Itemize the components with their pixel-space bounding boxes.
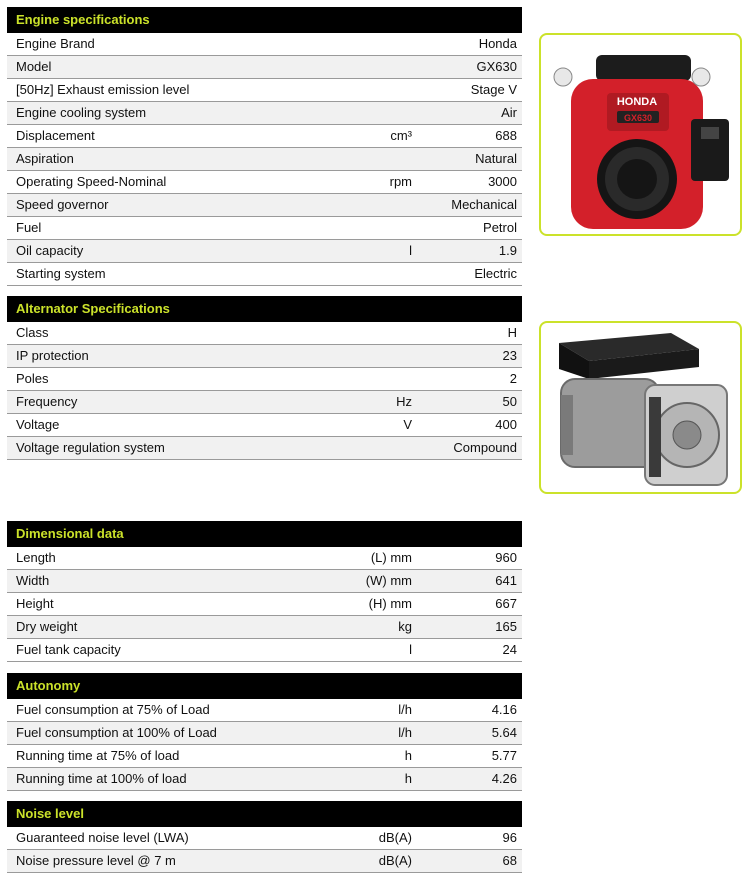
spec-unit: kg [398, 619, 412, 634]
spec-value: GX630 [476, 59, 517, 74]
spec-label: Running time at 75% of load [16, 748, 180, 763]
spec-unit: l [409, 642, 412, 657]
spec-label: Poles [16, 371, 49, 386]
spec-row [7, 414, 522, 437]
spec-unit: dB(A) [378, 853, 412, 868]
spec-unit: l/h [398, 702, 412, 717]
spec-row [7, 850, 522, 873]
spec-row [7, 639, 522, 662]
spec-unit: l [409, 243, 412, 258]
spec-label: Running time at 100% of load [16, 771, 187, 786]
spec-label: Fuel consumption at 75% of Load [16, 702, 210, 717]
spec-row [7, 240, 522, 263]
spec-label: Speed governor [16, 197, 109, 212]
spec-row [7, 570, 522, 593]
spec-unit: (W) mm [365, 573, 412, 588]
spec-value: 3000 [488, 174, 517, 189]
spec-row [7, 102, 522, 125]
spec-row [7, 322, 522, 345]
section-header-autonomy: Autonomy [7, 673, 522, 699]
spec-row [7, 699, 522, 722]
spec-value: 688 [495, 128, 517, 143]
spec-label: Height [16, 596, 54, 611]
spec-label: Engine cooling system [16, 105, 147, 120]
alternator-image-frame [539, 321, 742, 494]
dimensional-data-section [7, 521, 522, 662]
spec-value: 1.9 [498, 243, 517, 258]
section-header-engine: Engine specifications [7, 7, 522, 33]
spec-label: Aspiration [16, 151, 74, 166]
spec-row [7, 33, 522, 56]
engine-spec-section [7, 7, 522, 286]
spec-row [7, 79, 522, 102]
spec-label: Oil capacity [16, 243, 84, 258]
spec-label: Dry weight [16, 619, 78, 634]
spec-label: Width [16, 573, 50, 588]
spec-row [7, 616, 522, 639]
spec-row [7, 547, 522, 570]
section-header-dimensional: Dimensional data [7, 521, 522, 547]
spec-unit: rpm [389, 174, 412, 189]
spec-value: 96 [502, 830, 517, 845]
spec-row [7, 768, 522, 791]
spec-row [7, 148, 522, 171]
engine-brand-text: HONDA [616, 96, 658, 108]
spec-value: 5.77 [491, 748, 517, 763]
spec-row [7, 745, 522, 768]
spec-unit: cm³ [390, 128, 412, 143]
spec-row [7, 827, 522, 850]
spec-value: 2 [509, 371, 517, 386]
spec-label: IP protection [16, 348, 89, 363]
spec-value: Stage V [470, 82, 517, 97]
spec-unit: (L) mm [370, 550, 412, 565]
spec-value: Compound [453, 440, 517, 455]
spec-label: Guaranteed noise level (LWA) [16, 830, 189, 845]
spec-value: 24 [502, 642, 517, 657]
spec-unit: h [404, 748, 412, 763]
spec-value: 23 [502, 348, 517, 363]
spec-label: Voltage regulation system [16, 440, 165, 455]
spec-value: 641 [495, 573, 517, 588]
autonomy-section [7, 673, 522, 791]
spec-unit: (H) mm [368, 596, 412, 611]
spec-label: Class [16, 325, 49, 340]
engine-model-text: GX630 [623, 113, 653, 123]
spec-label: Operating Speed-Nominal [16, 174, 167, 189]
spec-label: Length [16, 550, 56, 565]
spec-value: 5.64 [491, 725, 517, 740]
spec-value: Honda [478, 36, 517, 51]
spec-label: Displacement [16, 128, 95, 143]
spec-row [7, 263, 522, 286]
spec-unit: Hz [396, 394, 412, 409]
spec-value: 68 [502, 853, 517, 868]
spec-label: Noise pressure level @ 7 m [16, 853, 176, 868]
spec-value: Natural [475, 151, 517, 166]
spec-row [7, 171, 522, 194]
spec-row [7, 391, 522, 414]
spec-unit: l/h [398, 725, 412, 740]
spec-row [7, 194, 522, 217]
spec-row [7, 125, 522, 148]
spec-label: Fuel tank capacity [16, 642, 121, 657]
spec-value: 50 [502, 394, 517, 409]
spec-value: 4.16 [491, 702, 517, 717]
engine-photo-icon [541, 35, 740, 234]
spec-label: Model [16, 59, 52, 74]
spec-unit: dB(A) [378, 830, 412, 845]
spec-value: 960 [495, 550, 517, 565]
spec-label: Voltage [16, 417, 60, 432]
spec-value: Mechanical [451, 197, 517, 212]
alternator-photo-icon [541, 323, 740, 492]
spec-value: 400 [495, 417, 517, 432]
spec-label: Fuel consumption at 100% of Load [16, 725, 217, 740]
spec-row [7, 722, 522, 745]
spec-label: Starting system [16, 266, 106, 281]
spec-row [7, 368, 522, 391]
noise-level-section [7, 801, 522, 873]
spec-label: Frequency [16, 394, 78, 409]
spec-value: 667 [495, 596, 517, 611]
section-header-noise: Noise level [7, 801, 522, 827]
spec-row [7, 593, 522, 616]
spec-row [7, 217, 522, 240]
spec-label: [50Hz] Exhaust emission level [16, 82, 190, 97]
spec-value: Air [501, 105, 517, 120]
engine-image-frame [539, 33, 742, 236]
spec-row [7, 437, 522, 460]
spec-unit: h [404, 771, 412, 786]
spec-value: 4.26 [491, 771, 517, 786]
spec-value: Petrol [483, 220, 517, 235]
spec-label: Engine Brand [16, 36, 95, 51]
spec-row [7, 56, 522, 79]
spec-value: H [507, 325, 517, 340]
spec-row [7, 345, 522, 368]
spec-value: 165 [495, 619, 517, 634]
spec-value: Electric [474, 266, 517, 281]
spec-unit: V [403, 417, 412, 432]
spec-label: Fuel [16, 220, 42, 235]
section-header-alternator: Alternator Specifications [7, 296, 522, 322]
alternator-spec-section [7, 296, 522, 460]
